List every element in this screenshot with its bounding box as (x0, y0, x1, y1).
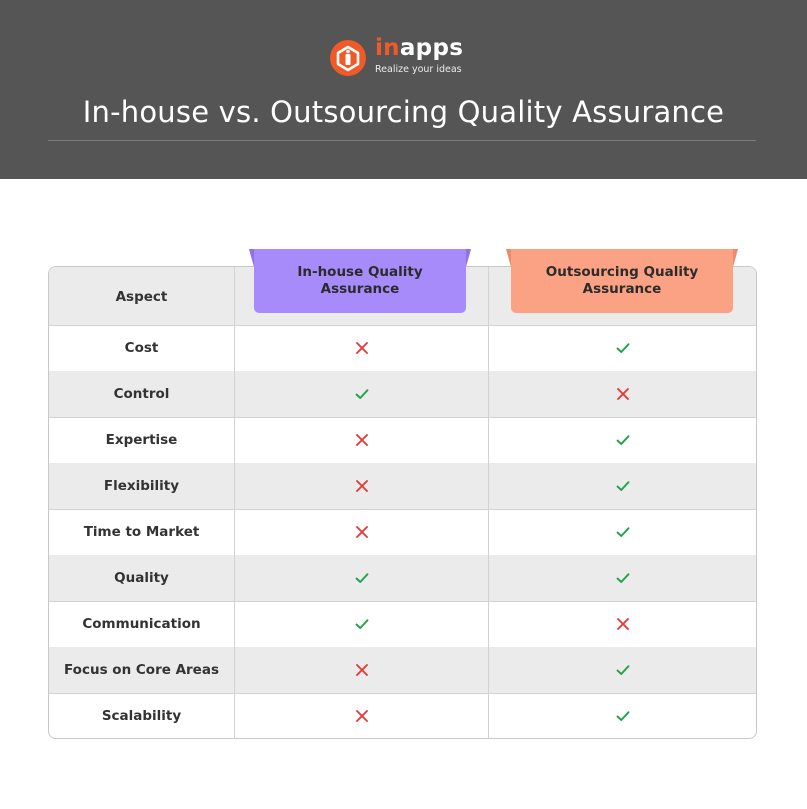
outsourcing-cell (489, 325, 756, 371)
in-house-cell (235, 647, 488, 693)
outsourcing-column-header (511, 249, 733, 313)
brand-name-rest: apps (399, 35, 464, 61)
aspect-cell (49, 325, 234, 371)
checkmark-icon (354, 386, 370, 402)
cross-icon (354, 478, 370, 494)
table-row (49, 325, 756, 372)
brand-logo[interactable] (330, 35, 470, 80)
aspect-label: Control (113, 386, 170, 402)
brand-name (375, 35, 463, 61)
outsourcing-column-label: Outsourcing Quality Assurance (545, 264, 699, 297)
aspect-label: Communication (82, 616, 201, 632)
brand-name-highlight: in (375, 35, 400, 61)
aspect-cell (49, 417, 234, 463)
checkmark-icon (615, 432, 631, 448)
cross-icon (354, 432, 370, 448)
column-divider (488, 267, 489, 738)
aspect-cell (49, 647, 234, 693)
aspect-cell (49, 371, 234, 417)
aspect-label: Cost (124, 340, 159, 356)
checkmark-icon (615, 524, 631, 540)
outsourcing-cell (489, 693, 756, 739)
in-house-cell (235, 463, 488, 509)
checkmark-icon (615, 708, 631, 724)
in-house-cell (235, 555, 488, 601)
outsourcing-cell (489, 601, 756, 647)
cross-icon (615, 616, 631, 632)
table-row (49, 647, 756, 694)
checkmark-icon (354, 616, 370, 632)
outsourcing-cell (489, 463, 756, 509)
in-house-cell (235, 371, 488, 417)
table-row (49, 417, 756, 464)
page-title: In-house vs. Outsourcing Quality Assurance (82, 95, 725, 129)
aspect-label: Expertise (105, 432, 178, 448)
aspect-label: Focus on Core Areas (64, 662, 219, 678)
checkmark-icon (615, 570, 631, 586)
title-divider (48, 140, 756, 141)
cross-icon (354, 524, 370, 540)
checkmark-icon (615, 662, 631, 678)
table-row (49, 371, 756, 418)
cross-icon (354, 662, 370, 678)
checkmark-icon (354, 570, 370, 586)
aspect-cell (49, 463, 234, 509)
aspect-cell (49, 509, 234, 555)
outsourcing-cell (489, 647, 756, 693)
cross-icon (354, 340, 370, 356)
tab-corner (506, 249, 511, 267)
table-row (49, 509, 756, 556)
in-house-cell (235, 509, 488, 555)
aspect-label: Flexibility (103, 478, 180, 494)
aspect-label: Quality (114, 570, 169, 586)
cross-icon (615, 386, 631, 402)
aspect-cell (49, 693, 234, 739)
aspect-label: Time to Market (83, 524, 200, 540)
aspect-label: Scalability (101, 708, 182, 724)
checkmark-icon (615, 340, 631, 356)
column-divider (234, 267, 235, 738)
in-house-column-label: In-house Quality Assurance (297, 264, 423, 297)
tab-corner (466, 249, 471, 267)
outsourcing-cell (489, 417, 756, 463)
table-row (49, 555, 756, 602)
table-row (49, 463, 756, 510)
tab-corner (249, 249, 254, 267)
brand-tagline: Realize your ideas (375, 64, 462, 75)
header-banner (0, 0, 807, 179)
in-house-cell (235, 417, 488, 463)
aspect-cell (49, 555, 234, 601)
outsourcing-cell (489, 555, 756, 601)
in-house-cell (235, 325, 488, 371)
checkmark-icon (615, 478, 631, 494)
in-house-cell (235, 601, 488, 647)
outsourcing-cell (489, 371, 756, 417)
outsourcing-cell (489, 509, 756, 555)
table-row (49, 693, 756, 739)
comparison-table (48, 266, 757, 739)
inapps-logo-icon (330, 40, 366, 76)
cross-icon (354, 708, 370, 724)
aspect-cell (49, 601, 234, 647)
in-house-column-header (254, 249, 466, 313)
table-row (49, 601, 756, 648)
aspect-column-header: Aspect (115, 289, 168, 305)
tab-corner (733, 249, 738, 267)
in-house-cell (235, 693, 488, 739)
